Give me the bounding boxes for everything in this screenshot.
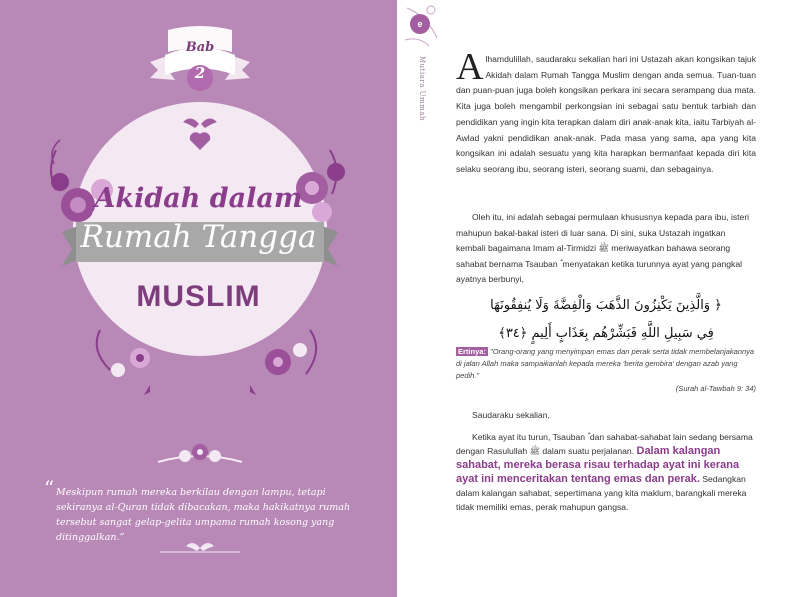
quran-verse [456, 292, 756, 348]
title-line-3: MUSLIM [136, 280, 261, 313]
paragraph-3-start: Ketika ayat itu turun, Tsauban ؓ dan sahabat-sahabat lain sedang bersama dengan Rasulullah ﷺ dalam suatu perjalanan. [456, 432, 753, 456]
paragraph-1 [456, 46, 756, 178]
paragraph-3-highlight: Dalam kalangan sahabat, mereka berasa risau terhadap ayat ini kerana ayat ini menceritakan tentang emas dan perak. [456, 445, 740, 485]
surah-reference: (Surah al-Tawbah 9: 34) [675, 384, 756, 393]
chapter-quote: Meskipun rumah mereka berkilau dengan lampu, tetapi sekiranya al-Quran tidak dibacakan, maka hakikatnya rumah tersebut sangat gelap-gelita umpama rumah kosong yang ditinggalkan.” [56, 487, 351, 543]
title-line-2: Rumah Tangga [80, 219, 317, 255]
chapter-ribbon [150, 28, 250, 98]
paragraph-1-text: lhamdulillah, saudaraku sekalian hari ini Ustazah akan kongsikan tajuk Akidah dalam Rumah Tangga Muslim dengan anda semua. Tuan-tuan dan puan-puan juga boleh kongsikan perkara ini secara serampang dua mata. Kita juga boleh mengambil perkongsian ini sebagai satu bentuk tarbiah dan pendidikan yang ingin kita terapkan dalam diri anak-anak kita, iaitu Tarbiyah al-Awlad yakni pendidikan anak-anak. Pada masa yang sama, apa yang kita kongsikan ini adalah sesuatu yang kita harapkan bermanfaat kepada diri kita selaku seorang ibu, seorang isteri, seorang suami, dan sebagainya. [456, 54, 756, 174]
paragraph-2 [456, 210, 756, 288]
translation-label: Ertinya: [458, 347, 486, 356]
quran-verse-line-1: ﴿ وَالَّذِينَ يَكْنِزُونَ الذَّهَبَ وَالْفِضَّةَ وَلَا يُنفِقُونَهَا [490, 298, 722, 313]
chapter-label: Bab [185, 40, 215, 55]
translation-text: "Orang-orang yang menyimpan emas dan perak serta tidak membelanjakannya di jalan Allah maka sampaikanlah kepada mereka 'berita gembira' dengan azab yang pedih." [456, 347, 755, 380]
flowers-divider-icon [158, 444, 242, 462]
quote-mark: “ [44, 476, 55, 500]
title-line-1: Akidah dalam [94, 183, 303, 214]
translation [456, 346, 756, 382]
left-page [0, 0, 397, 597]
drop-cap: A [456, 46, 484, 88]
chapter-number: 2 [194, 64, 206, 82]
paragraph-3-end: Sedangkan dalam kalangan sahabat, sepertimana yang kita maklum, barangkali mereka tidak memiliki emas, perak mahupun gangsa. [456, 474, 747, 512]
quran-verse-line-2: فِي سَبِيلِ اللَّهِ فَبَشِّرْهُم بِعَذَابٍ أَلِيمٍ ﴿٣٤﴾ [498, 326, 714, 341]
paragraph-2-text: Oleh itu, ini adalah sebagai permulaan khususnya kepada para ibu, isteri mahupun bakal-bakal isteri di luar sana. Di sini, suka Ustazah ingatkan kembali bagaimana Imam al-Tirmidzi ﷺ meriwayatkan bahawa seorang sahabat bernama Tsauban ؓ menyatakan ketika turunnya ayat yang pangkal ayatnya berbunyi, [456, 212, 750, 284]
page-number-badge: e [410, 14, 430, 34]
greeting: Saudaraku sekalian, [472, 410, 550, 420]
running-header: Mutiara Ummah [418, 56, 426, 122]
paragraph-3 [456, 430, 756, 514]
